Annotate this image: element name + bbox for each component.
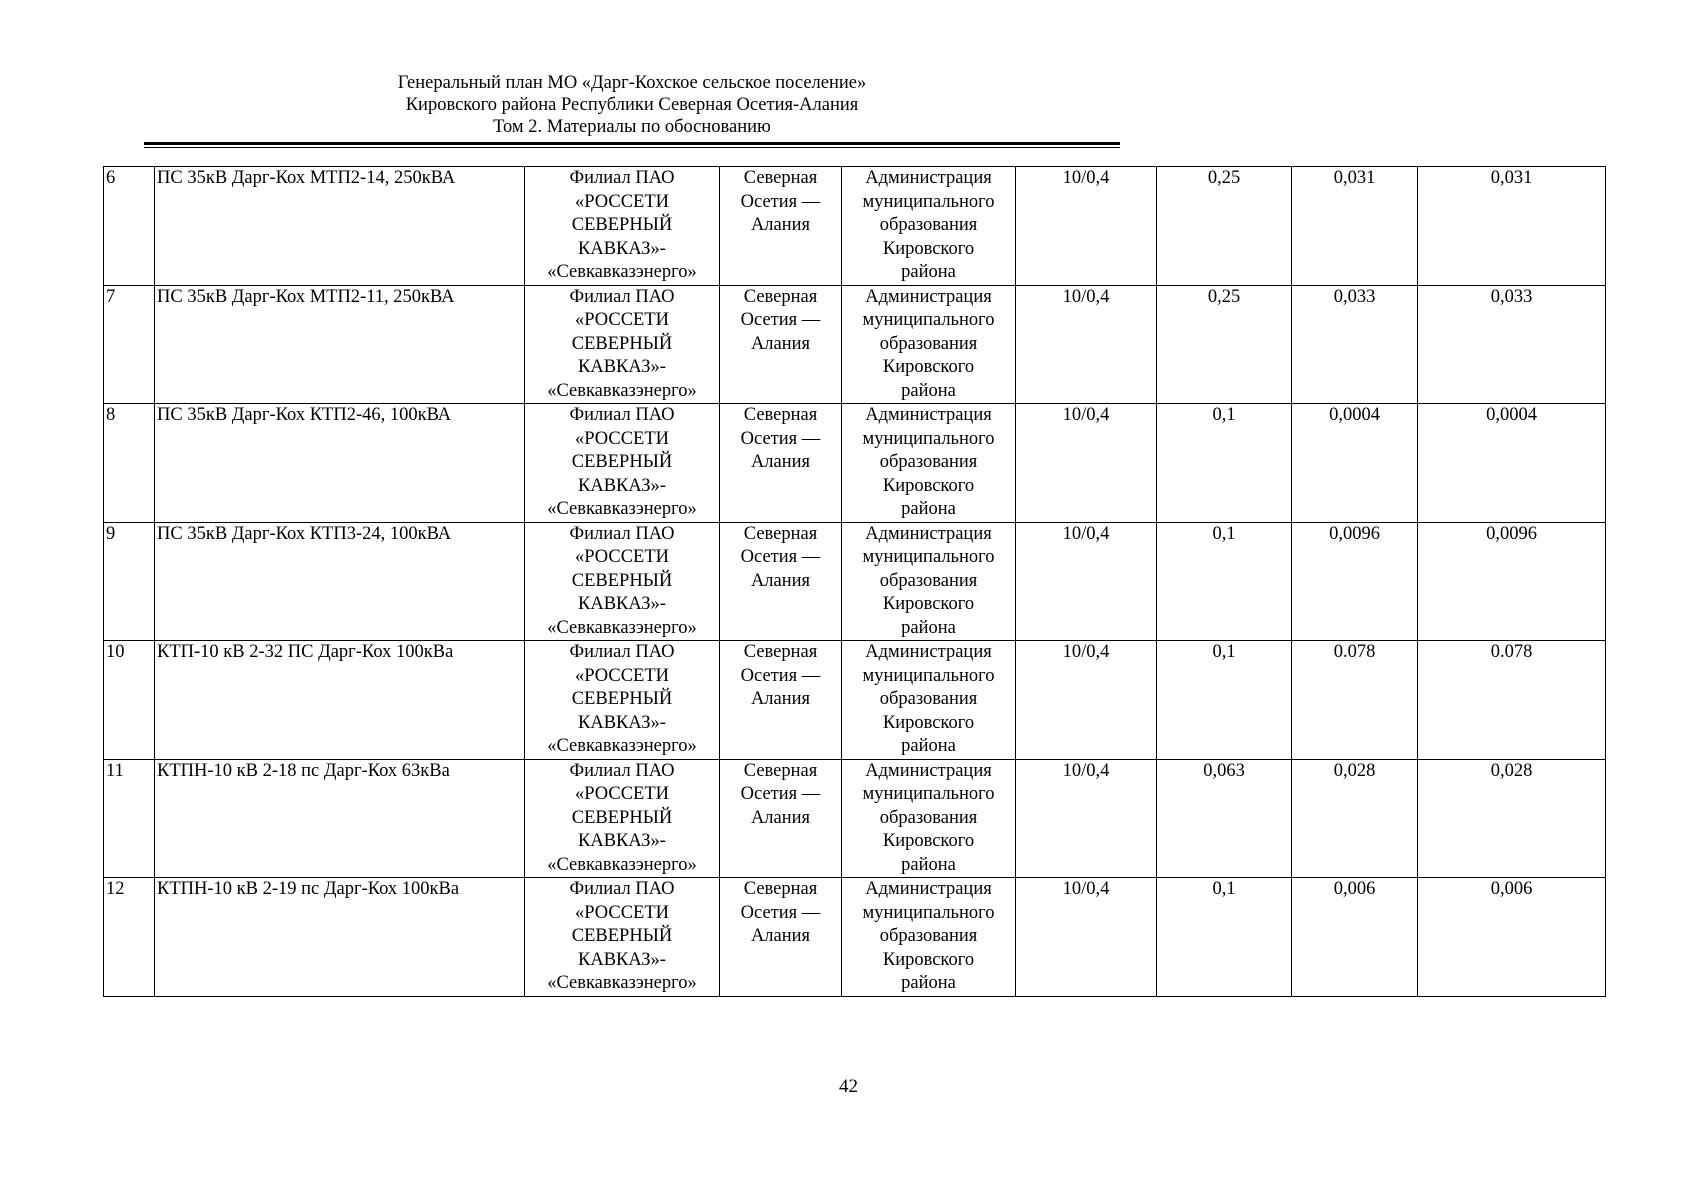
owner-cell-line: Филиал ПАО — [569, 642, 675, 662]
administration-cell-line: Кировского — [882, 949, 975, 970]
value-2-cell: 0,0004 — [1418, 404, 1606, 523]
voltage-cell: 10/0,4 — [1016, 522, 1157, 641]
voltage-cell: 10/0,4 — [1016, 404, 1157, 523]
owner-cell-line: Филиал ПАО — [569, 879, 675, 899]
region-cell-line: Алания — [750, 333, 811, 354]
header-line-3: Том 2. Материалы по обоснованию — [493, 117, 771, 137]
owner-cell-line: «Севкавказэнерго» — [547, 617, 697, 638]
owner-cell-line: «РОССЕТИ — [575, 428, 669, 449]
table-body — [104, 167, 1606, 997]
voltage-cell: 10/0,4 — [1016, 285, 1157, 404]
owner-cell-line: Филиал ПАО — [569, 168, 675, 188]
region-cell — [720, 522, 842, 641]
owner-cell — [525, 285, 720, 404]
table-row — [104, 522, 1606, 641]
administration-cell — [842, 522, 1016, 641]
region-cell-line: Алания — [750, 689, 811, 709]
region-cell-line: Алания — [750, 452, 811, 472]
administration-cell — [842, 641, 1016, 760]
administration-cell-line: Администрация — [865, 523, 992, 544]
value-2-cell: 0,006 — [1418, 878, 1606, 997]
administration-cell-line: образования — [879, 926, 978, 946]
header-rule-thin — [144, 147, 1120, 148]
owner-cell-line: СЕВЕРНЫЙ — [571, 333, 673, 354]
administration-cell-line: Администрация — [865, 168, 992, 188]
administration-cell-line: Администрация — [865, 879, 992, 899]
owner-cell-line: «РОССЕТИ — [575, 310, 669, 330]
administration-cell-line: муниципального — [862, 902, 995, 923]
administration-cell — [842, 167, 1016, 286]
object-name-cell: ПС 35кВ Дарг-Кох МТП2-14, 250кВА — [155, 167, 525, 286]
administration-cell-line: Кировского — [882, 831, 975, 851]
region-cell-line: Северная — [743, 168, 818, 188]
administration-cell-line: образования — [879, 689, 978, 709]
row-number-cell: 8 — [104, 404, 155, 523]
administration-cell-line: муниципального — [862, 310, 995, 330]
region-cell-line: Алания — [750, 215, 811, 235]
owner-cell-line: «Севкавказэнерго» — [547, 736, 697, 756]
owner-cell-line: КАВКАЗ»- — [578, 594, 666, 614]
row-number-cell: 11 — [104, 759, 155, 878]
header-line-2: Кировского района Республики Северная Осетия-Алания — [405, 95, 859, 115]
region-cell-line: Осетия — — [740, 902, 821, 923]
region-cell-line: Осетия — — [740, 428, 821, 449]
region-cell-line: Северная — [743, 642, 818, 662]
owner-cell — [525, 167, 720, 286]
value-1-cell: 0,031 — [1292, 167, 1418, 286]
region-cell-line: Северная — [743, 523, 818, 544]
administration-cell-line: образования — [879, 807, 978, 828]
administration-cell-line: Кировского — [882, 594, 975, 614]
region-cell-line: Осетия — — [740, 547, 821, 567]
region-cell-line: Осетия — — [740, 310, 821, 330]
owner-cell-line: КАВКАЗ»- — [578, 831, 666, 851]
value-1-cell: 0,033 — [1292, 285, 1418, 404]
object-name-cell: ПС 35кВ Дарг-Кох КТП2-46, 100кВА — [155, 404, 525, 523]
region-cell — [720, 404, 842, 523]
table-row — [104, 641, 1606, 760]
administration-cell-line: муниципального — [862, 784, 995, 804]
administration-cell-line: Кировского — [882, 357, 975, 377]
voltage-cell: 10/0,4 — [1016, 759, 1157, 878]
administration-cell — [842, 759, 1016, 878]
administration-cell-line: Администрация — [865, 286, 992, 307]
voltage-cell: 10/0,4 — [1016, 641, 1157, 760]
value-1-cell: 0,0096 — [1292, 522, 1418, 641]
value-1-cell: 0,028 — [1292, 759, 1418, 878]
power-cell: 0,25 — [1157, 285, 1292, 404]
value-2-cell: 0,0096 — [1418, 522, 1606, 641]
power-cell: 0,063 — [1157, 759, 1292, 878]
region-cell — [720, 759, 842, 878]
voltage-cell: 10/0,4 — [1016, 878, 1157, 997]
owner-cell-line: СЕВЕРНЫЙ — [571, 926, 673, 946]
region-cell — [720, 285, 842, 404]
header-line-1: Генеральный план МО «Дарг-Кохское сельское поселение» — [397, 73, 867, 93]
owner-cell-line: КАВКАЗ»- — [578, 238, 666, 259]
owner-cell-line: Филиал ПАО — [569, 286, 675, 307]
administration-cell-line: муниципального — [862, 665, 995, 686]
value-2-cell: 0.078 — [1418, 641, 1606, 760]
administration-cell-line: Администрация — [865, 405, 992, 425]
power-cell: 0,1 — [1157, 404, 1292, 523]
object-name-cell: ПС 35кВ Дарг-Кох МТП2-11, 250кВА — [155, 285, 525, 404]
administration-cell-line: Администрация — [865, 642, 992, 662]
administration-cell-line: Кировского — [882, 712, 975, 733]
power-cell: 0,1 — [1157, 522, 1292, 641]
table-row — [104, 404, 1606, 523]
row-number-cell: 6 — [104, 167, 155, 286]
power-cell: 0,1 — [1157, 641, 1292, 760]
administration-cell-line: района — [901, 973, 956, 993]
region-cell-line: Осетия — — [740, 784, 821, 804]
row-number-cell: 10 — [104, 641, 155, 760]
region-cell-line: Северная — [743, 286, 818, 307]
administration-cell-line: района — [901, 499, 956, 519]
power-cell: 0,1 — [1157, 878, 1292, 997]
administration-cell-line: образования — [879, 215, 978, 235]
owner-cell — [525, 404, 720, 523]
region-cell — [720, 641, 842, 760]
owner-cell-line: «РОССЕТИ — [575, 902, 669, 923]
power-cell: 0,25 — [1157, 167, 1292, 286]
owner-cell-line: «РОССЕТИ — [575, 191, 669, 212]
voltage-cell: 10/0,4 — [1016, 167, 1157, 286]
owner-cell-line: КАВКАЗ»- — [578, 712, 666, 733]
region-cell-line: Алания — [750, 807, 811, 828]
table-row — [104, 759, 1606, 878]
owner-cell — [525, 641, 720, 760]
header-rule-thick — [144, 142, 1120, 145]
administration-cell-line: района — [901, 854, 956, 875]
administration-cell-line: района — [901, 617, 956, 638]
owner-cell-line: «Севкавказэнерго» — [547, 854, 697, 875]
owner-cell-line: «РОССЕТИ — [575, 665, 669, 686]
table-row — [104, 167, 1606, 286]
owner-cell-line: «РОССЕТИ — [575, 784, 669, 804]
row-number-cell: 9 — [104, 522, 155, 641]
administration-cell-line: Кировского — [882, 475, 975, 496]
object-name-cell: КТПН-10 кВ 2-18 пс Дарг-Кох 63кВа — [155, 759, 525, 878]
administration-cell — [842, 285, 1016, 404]
object-name-cell: ПС 35кВ Дарг-Кох КТП3-24, 100кВА — [155, 522, 525, 641]
owner-cell-line: Филиал ПАО — [569, 760, 675, 781]
region-cell-line: Алания — [750, 926, 811, 946]
document-header — [144, 72, 1120, 138]
owner-cell-line: «Севкавказэнерго» — [547, 262, 697, 282]
owner-cell-line: СЕВЕРНЫЙ — [571, 452, 673, 472]
region-cell — [720, 878, 842, 997]
value-2-cell: 0,031 — [1418, 167, 1606, 286]
region-cell-line: Осетия — — [740, 191, 821, 212]
administration-cell — [842, 404, 1016, 523]
administration-cell-line: муниципального — [862, 428, 995, 449]
owner-cell-line: КАВКАЗ»- — [578, 357, 666, 377]
substations-table — [103, 166, 1606, 997]
value-2-cell: 0,028 — [1418, 759, 1606, 878]
owner-cell-line: «Севкавказэнерго» — [547, 380, 697, 401]
owner-cell-line: «Севкавказэнерго» — [547, 973, 697, 993]
value-2-cell: 0,033 — [1418, 285, 1606, 404]
object-name-cell: КТПН-10 кВ 2-19 пс Дарг-Кох 100кВа — [155, 878, 525, 997]
administration-cell-line: муниципального — [862, 191, 995, 212]
page-number: 42 — [839, 1076, 858, 1097]
administration-cell — [842, 878, 1016, 997]
owner-cell-line: КАВКАЗ»- — [578, 949, 666, 970]
owner-cell — [525, 759, 720, 878]
owner-cell-line: КАВКАЗ»- — [578, 475, 666, 496]
table-row — [104, 285, 1606, 404]
owner-cell — [525, 522, 720, 641]
table-row — [104, 878, 1606, 997]
administration-cell-line: образования — [879, 570, 978, 591]
owner-cell-line: СЕВЕРНЫЙ — [571, 807, 673, 828]
owner-cell-line: «РОССЕТИ — [575, 547, 669, 567]
administration-cell-line: Кировского — [882, 238, 975, 259]
value-1-cell: 0,006 — [1292, 878, 1418, 997]
owner-cell-line: Филиал ПАО — [569, 523, 675, 544]
region-cell-line: Северная — [743, 405, 818, 425]
region-cell-line: Алания — [750, 570, 811, 591]
row-number-cell: 12 — [104, 878, 155, 997]
owner-cell-line: «Севкавказэнерго» — [547, 499, 697, 519]
owner-cell-line: СЕВЕРНЫЙ — [571, 570, 673, 591]
object-name-cell: КТП-10 кВ 2-32 ПС Дарг-Кох 100кВа — [155, 641, 525, 760]
administration-cell-line: района — [901, 262, 956, 282]
value-1-cell: 0.078 — [1292, 641, 1418, 760]
region-cell-line: Северная — [743, 760, 818, 781]
administration-cell-line: муниципального — [862, 547, 995, 567]
owner-cell — [525, 878, 720, 997]
region-cell — [720, 167, 842, 286]
owner-cell-line: СЕВЕРНЫЙ — [571, 689, 673, 709]
administration-cell-line: Администрация — [865, 760, 992, 781]
region-cell-line: Осетия — — [740, 665, 821, 686]
owner-cell-line: Филиал ПАО — [569, 405, 675, 425]
administration-cell-line: образования — [879, 452, 978, 472]
row-number-cell: 7 — [104, 285, 155, 404]
value-1-cell: 0,0004 — [1292, 404, 1418, 523]
region-cell-line: Северная — [743, 879, 818, 899]
administration-cell-line: района — [901, 380, 956, 401]
administration-cell-line: района — [901, 736, 956, 756]
owner-cell-line: СЕВЕРНЫЙ — [571, 215, 673, 235]
administration-cell-line: образования — [879, 333, 978, 354]
